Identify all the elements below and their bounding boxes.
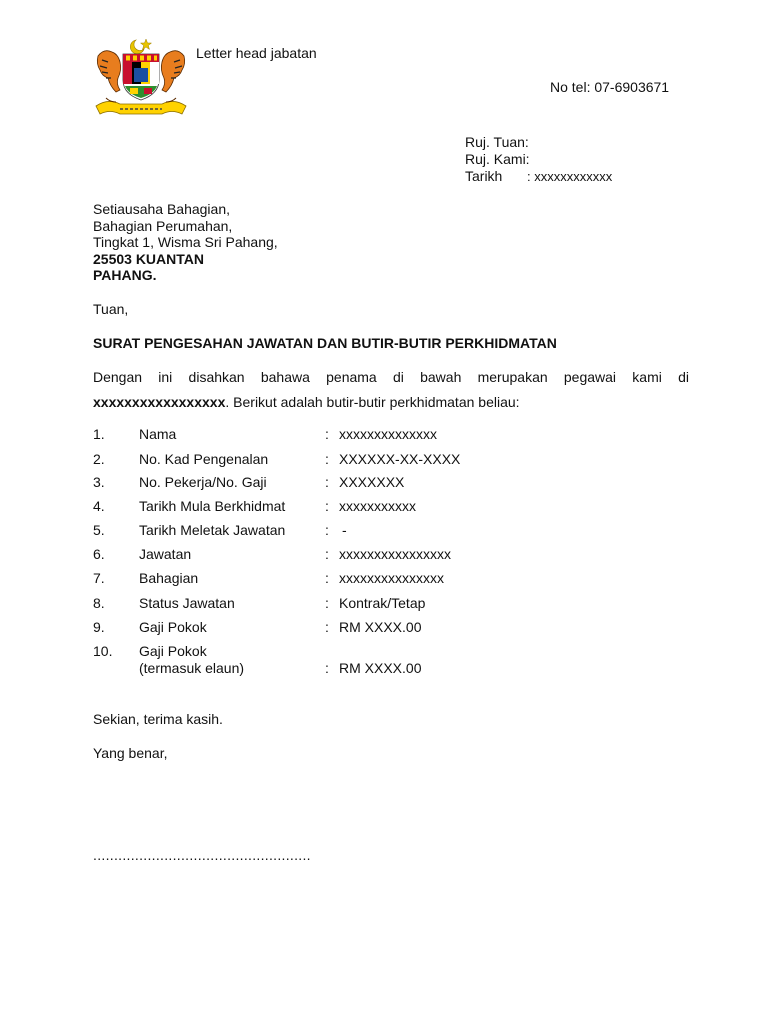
- list-item: [0, 643, 768, 679]
- address-line-5: PAHANG.: [93, 267, 157, 283]
- item-colon: :: [325, 546, 329, 562]
- item-value: xxxxxxxxxxxxxx: [339, 426, 437, 442]
- recipient-address: [93, 201, 278, 284]
- salutation: Tuan,: [93, 301, 129, 317]
- item-label: Tarikh Meletak Jawatan: [139, 522, 286, 538]
- item-value: xxxxxxxxxxxxxxxx: [339, 546, 451, 562]
- address-line-2: Bahagian Perumahan,: [93, 217, 233, 234]
- letter-subject: SURAT PENGESAHAN JAWATAN DAN BUTIR-BUTIR PERKHIDMATAN: [93, 335, 557, 351]
- item-label: Tarikh Mula Berkhidmat: [139, 498, 286, 514]
- item-colon: :: [325, 451, 329, 467]
- address-line-3: Tingkat 1, Wisma Sri Pahang,: [93, 234, 278, 250]
- item-colon: :: [325, 619, 329, 635]
- item-number: 3.: [93, 474, 105, 490]
- item-label: Gaji Pokok: [139, 643, 207, 659]
- item-value: xxxxxxxxxxxxxxx: [339, 570, 444, 586]
- item-number: 7.: [93, 570, 105, 586]
- intro-line-2: [93, 394, 689, 411]
- item-number: 1.: [93, 426, 105, 442]
- phone-number: No tel: 07-6903671: [550, 79, 670, 95]
- item-value: XXXXXX-XX-XXXX: [339, 451, 461, 467]
- item-value: xxxxxxxxxxx: [339, 498, 416, 514]
- item-number: 10.: [93, 643, 113, 659]
- tarikh-value: : xxxxxxxxxxxx: [527, 169, 613, 184]
- item-number: 6.: [93, 546, 105, 562]
- employer-name: xxxxxxxxxxxxxxxxx: [93, 394, 226, 410]
- intro-line-2-rest: . Berikut adalah butir-butir perkhidmatan beliau:: [225, 394, 520, 410]
- item-number: 2.: [93, 451, 105, 467]
- item-number: 4.: [93, 498, 105, 514]
- closing-text: Sekian, terima kasih.: [93, 711, 223, 727]
- intro-line-1: Dengan ini disahkan bahawa penama di bawah merupakan pegawai kami di: [93, 369, 689, 385]
- item-colon: :: [325, 660, 329, 676]
- signature-line: ....................................................: [93, 847, 311, 863]
- ruj-tuan: Ruj. Tuan:: [465, 134, 529, 150]
- item-value: XXXXXXX: [339, 474, 405, 490]
- signoff-text: Yang benar,: [93, 745, 168, 761]
- item-label: Gaji Pokok: [139, 619, 207, 635]
- item-label: Status Jawatan: [139, 595, 235, 611]
- item-value: Kontrak/Tetap: [339, 595, 426, 611]
- item-value: -: [342, 522, 347, 538]
- item-colon: :: [325, 498, 329, 514]
- item-number: 8.: [93, 595, 105, 611]
- tarikh-label: Tarikh: [465, 168, 503, 184]
- item-number: 5.: [93, 522, 105, 538]
- letterhead-text: Letter head jabatan: [196, 45, 317, 61]
- address-line-1: Setiausaha Bahagian,: [93, 201, 230, 217]
- item-colon: :: [325, 595, 329, 611]
- item-label: No. Kad Pengenalan: [139, 451, 269, 467]
- item-label-secondary: (termasuk elaun): [139, 660, 245, 676]
- coat-of-arms-logo: [90, 36, 192, 122]
- item-value: RM XXXX.00: [339, 660, 422, 676]
- item-colon: :: [325, 522, 329, 538]
- item-label: Jawatan: [139, 546, 192, 562]
- item-colon: :: [325, 570, 329, 586]
- item-label: Bahagian: [139, 570, 199, 586]
- item-colon: :: [325, 474, 329, 490]
- address-line-4: 25503 KUANTAN: [93, 250, 204, 267]
- item-label: No. Pekerja/No. Gaji: [139, 474, 267, 490]
- item-number: 9.: [93, 619, 105, 635]
- item-value: RM XXXX.00: [339, 619, 422, 635]
- ruj-kami: Ruj. Kami:: [465, 151, 530, 167]
- item-label: Nama: [139, 426, 177, 442]
- item-colon: :: [325, 426, 329, 442]
